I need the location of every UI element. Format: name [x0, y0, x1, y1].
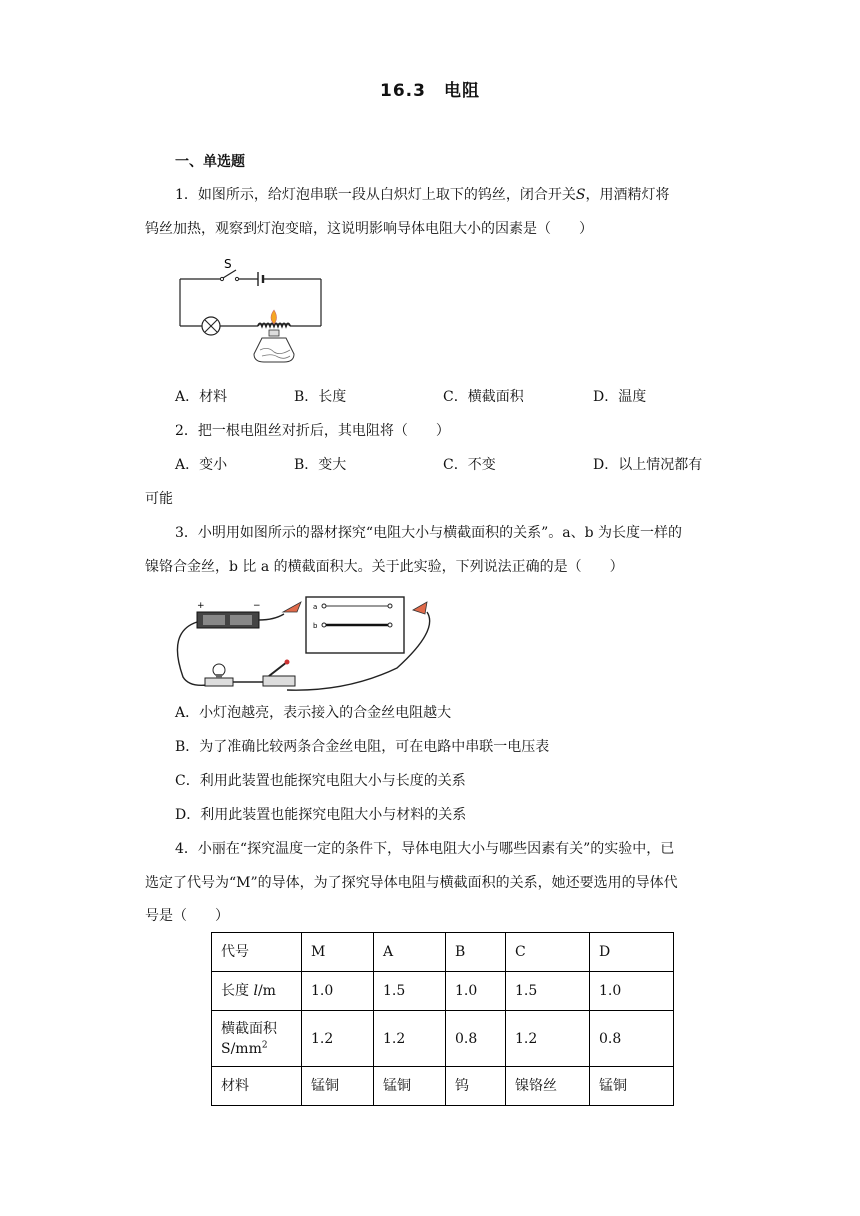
table-cell: 锰铜 [374, 1067, 446, 1106]
table-header-row [212, 933, 674, 972]
q2-option-d-wrap: 可能 [145, 491, 173, 507]
table-cell: 1.5 [374, 972, 446, 1011]
q1-option-d: D．温度 [593, 389, 647, 405]
q4-line-1: 4．小丽在“探究温度一定的条件下，导体电阻大小与哪些因素有关”的实验中，已 [175, 841, 675, 857]
table-cell: 1.5 [506, 972, 590, 1011]
table-cell: C [506, 933, 590, 972]
table-row-material [212, 1067, 674, 1106]
table-cell: 镍铬丝 [506, 1067, 590, 1106]
table-cell: D [590, 933, 674, 972]
q2-option-b: B．变大 [294, 457, 347, 473]
table-cell: B [446, 933, 506, 972]
table-cell: 锰铜 [302, 1067, 374, 1106]
table-row-label: 材料 [212, 1067, 302, 1106]
q4-line-3: 号是（ ） [145, 908, 229, 924]
q4-line-2: 选定了代号为“M”的导体，为了探究导体电阻与横截面积的关系，她还要选用的导体代 [145, 875, 678, 891]
q1-line-1: 1．如图所示，给灯泡串联一段从白炽灯上取下的钨丝，闭合开关S，用酒精灯将 [175, 187, 670, 203]
knife-switch-icon [263, 676, 295, 686]
q1-option-a: A．材料 [175, 389, 228, 405]
q3-line-2: 镍铬合金丝，b 比 a 的横截面积大。关于此实验，下列说法正确的是（ ） [145, 559, 624, 575]
switch-label: S [224, 257, 232, 271]
table-cell: 1.2 [374, 1011, 446, 1067]
q3-option-d: D．利用此装置也能探究电阻大小与材料的关系 [175, 807, 467, 823]
page-title: 16.3 电阻 [380, 81, 480, 101]
table-row-label: 横截面积 $S/mm^2$ [212, 1011, 302, 1067]
table-cell: 0.8 [590, 1011, 674, 1067]
svg-text:a: a [313, 603, 318, 611]
table-cell: 1.0 [590, 972, 674, 1011]
table-cell: 1.0 [446, 972, 506, 1011]
table-cell: 代号 [212, 933, 302, 972]
q1-option-b: B．长度 [294, 389, 347, 405]
q3-option-a: A．小灯泡越亮，表示接入的合金丝电阻越大 [175, 705, 452, 721]
table-cell: 锰铜 [590, 1067, 674, 1106]
flame-icon [271, 310, 277, 324]
table-row-area [212, 1011, 674, 1067]
table-cell: 0.8 [446, 1011, 506, 1067]
q2-option-a: A．变小 [175, 457, 228, 473]
q2-option-d: D．以上情况都有 [593, 457, 703, 473]
q2-line-1: 2．把一根电阻丝对折后，其电阻将（ ） [175, 423, 450, 439]
q3-option-c: C．利用此装置也能探究电阻大小与长度的关系 [175, 773, 466, 789]
table-cell: 1.0 [302, 972, 374, 1011]
svg-text:+: + [197, 601, 205, 611]
q1-option-c: C．横截面积 [443, 389, 524, 405]
q1-line-2: 钨丝加热，观察到灯泡变暗，这说明影响导体电阻大小的因素是（ ） [145, 221, 593, 237]
table-cell: 钨 [446, 1067, 506, 1106]
q2-option-c: C．不变 [443, 457, 496, 473]
q3-option-b: B．为了准确比较两条合金丝电阻，可在电路中串联一电压表 [175, 739, 550, 755]
bulb-base [205, 678, 233, 686]
table-cell: A [374, 933, 446, 972]
section-heading: 一、单选题 [175, 154, 245, 170]
table-row-label: 长度 l/m [212, 972, 302, 1011]
table-row-length [212, 972, 674, 1011]
q1-circuit-figure [170, 252, 330, 377]
table-cell: 1.2 [302, 1011, 374, 1067]
alligator-clip-icon [283, 602, 301, 612]
q3-apparatus-figure [175, 590, 450, 698]
q3-line-1: 3．小明用如图所示的器材探究“电阻大小与横截面积的关系”。a、b 为长度一样的 [175, 525, 682, 541]
table-cell: M [302, 933, 374, 972]
svg-text:−: − [253, 601, 261, 611]
svg-text:b: b [313, 622, 318, 630]
table-cell: 1.2 [506, 1011, 590, 1067]
conductor-table [211, 932, 674, 1106]
